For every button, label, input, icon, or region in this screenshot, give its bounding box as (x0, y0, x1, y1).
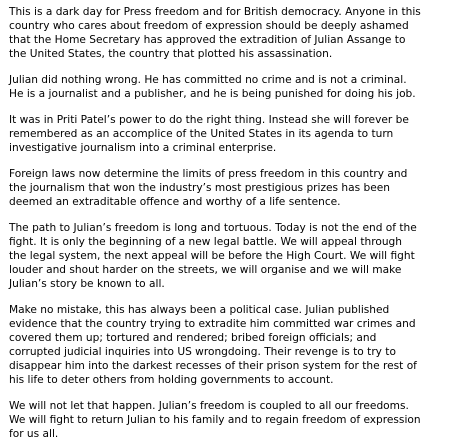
paragraph-1: This is a dark day for Press freedom and for British democracy. Anyone in this country who cares about freedom of expression should be deeply ashamed that the Home Secretary has approved the extradition of Julian Assange to the United States, the country that plotted his assassination. (9, 6, 421, 60)
paragraph-7: We will not let that happen. Julian’s freedom is coupled to all our freedoms. We will fight to return Julian to his family and to regain freedom of expression for us all. (9, 400, 421, 440)
paragraph-2: Julian did nothing wrong. He has committed no crime and is not a criminal. He is a journalist and a publisher, and he is being punished for doing his job. (9, 74, 416, 100)
paragraph-4: Foreign laws now determine the limits of press freedom in this country and the journalism that won the industry’s most prestigious prizes has been deemed an extraditable offence and worthy of a life sentence. (9, 168, 408, 208)
paragraph-3: It was in Priti Patel’s power to do the right thing. Instead she will forever be remembered as an accomplice of the United States in its agenda to turn investigative journalism into a criminal enterprise. (9, 114, 409, 154)
paragraph-6: Make no mistake, this has always been a political case. Julian published evidence that the country trying to extradite him committed war crimes and covered them up; tortured and rendered; bribed foreign officials; and corrupted judicial inquiries into US wrongdoing. Their revenge is to try to disappear him into the darkest recesses of their prison system for the rest of his life to deter others from holding governments to account. (9, 304, 417, 386)
paragraph-5: The path to Julian’s freedom is long and tortuous. Today is not the end of the fight. It is only the beginning of a new legal battle. We will appeal through the legal system, the next appeal will be before the High Court. We will fight louder and shout harder on the streets, we will organise and we will make Julian’s story be known to all. (9, 222, 417, 290)
